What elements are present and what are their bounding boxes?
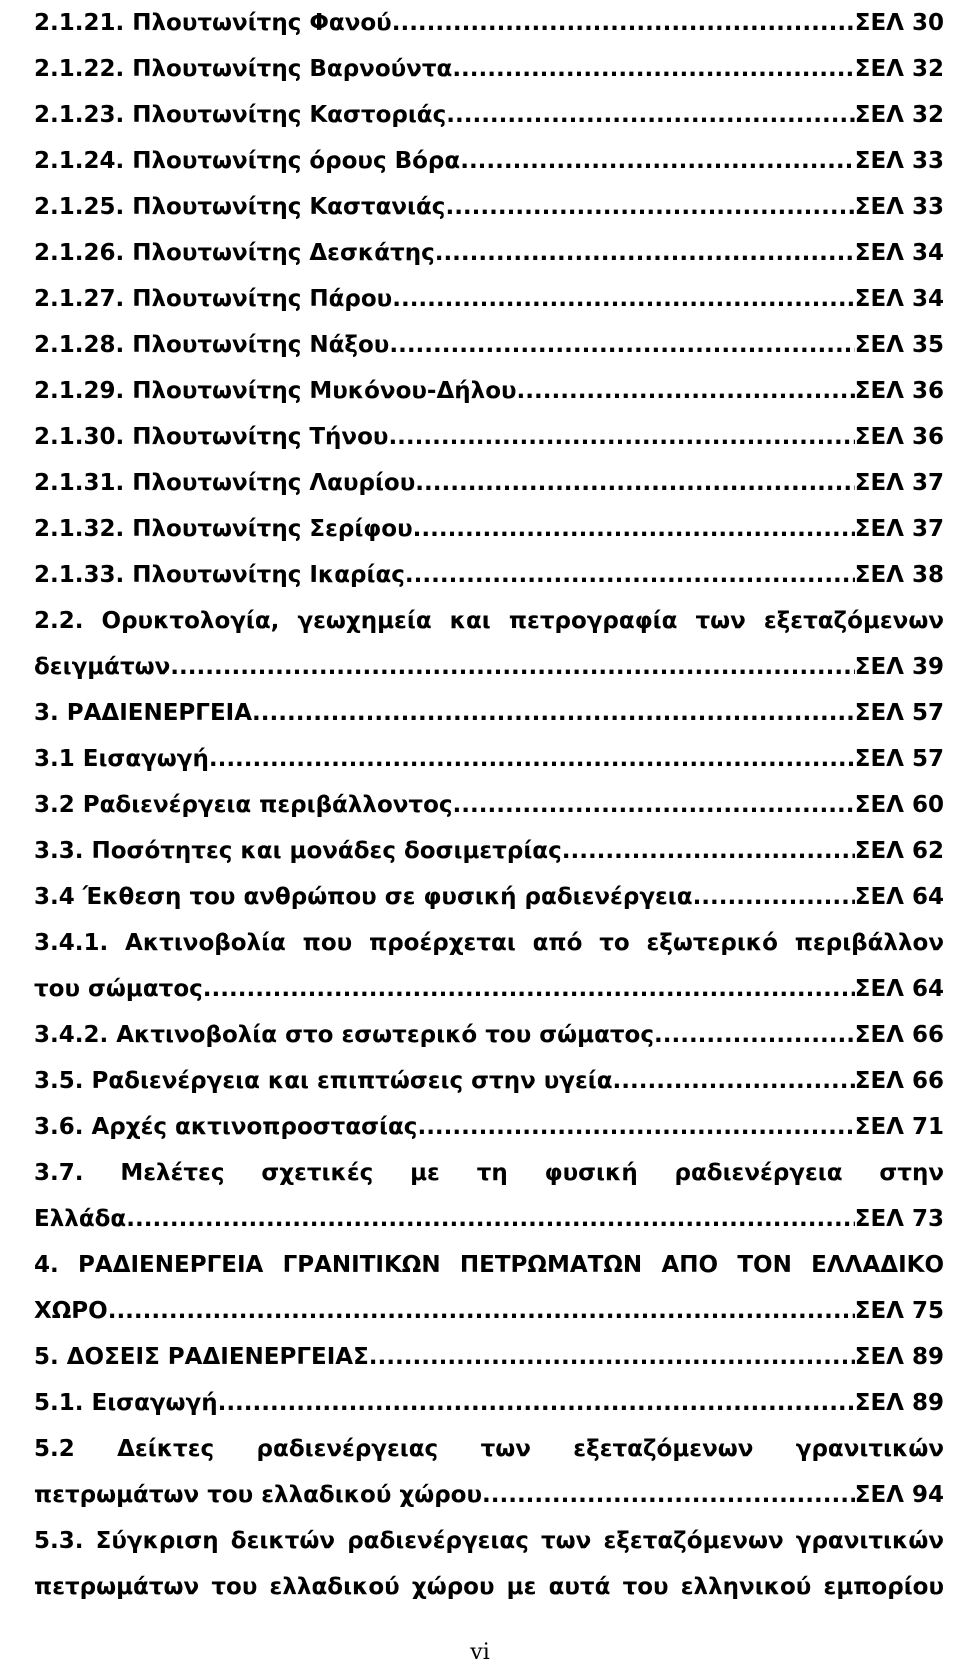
toc-entry-line (34, 0, 944, 46)
dot-leader (613, 1058, 855, 1104)
toc-entry-page: ΣΕΛ 60 (854, 792, 944, 818)
toc-entry-page: ΣΕΛ 89 (854, 1344, 944, 1370)
toc-entry-line (34, 1380, 944, 1426)
toc-entry-page: ΣΕΛ 36 (854, 424, 944, 450)
toc-entry-page: ΣΕΛ 94 (854, 1482, 944, 1508)
dot-leader (562, 828, 855, 874)
dot-leader (170, 644, 854, 690)
toc-entry-text: 2.2. Ορυκτολογία, γεωχημεία και πετρογραφία των εξεταζόμενων (34, 608, 944, 634)
toc-entry-page: ΣΕΛ 57 (854, 700, 944, 726)
toc-entry-line (34, 782, 944, 828)
toc-entry-page: ΣΕΛ 71 (854, 1114, 944, 1140)
toc-entry (34, 414, 944, 460)
toc-entry-line (34, 552, 944, 598)
dot-leader (389, 322, 854, 368)
dot-leader (218, 1380, 855, 1426)
dot-leader (482, 1472, 855, 1518)
toc-entry-page: ΣΕΛ 33 (854, 194, 944, 220)
toc-entry-line (34, 828, 944, 874)
toc-entry-line (34, 368, 944, 414)
toc-entry-line (34, 92, 944, 138)
toc-entry-page: ΣΕΛ 34 (854, 286, 944, 312)
toc-entry (34, 920, 944, 1012)
toc-entry-page: ΣΕΛ 64 (854, 884, 944, 910)
toc-entry-label: 3.6. Αρχές ακτινοπροστασίας (34, 1114, 418, 1140)
toc-entry (34, 1104, 944, 1150)
toc-entry (34, 1242, 944, 1334)
toc-entry-line (34, 184, 944, 230)
toc-entry-text: 5.2 Δείκτες ραδιενέργειας των εξεταζόμενων γρανιτικών (34, 1436, 944, 1462)
toc-entry (34, 736, 944, 782)
toc-entry-line (34, 276, 944, 322)
toc-entry-label: 2.1.31. Πλουτωνίτης Λαυρίου (34, 470, 416, 496)
toc-entry-line (34, 1472, 944, 1518)
toc-entry (34, 874, 944, 920)
toc-entry-label: του σώματος (34, 976, 203, 1002)
toc-entry (34, 828, 944, 874)
toc-entry (34, 184, 944, 230)
toc-entry-line (34, 1334, 944, 1380)
toc-entry-label: 2.1.27. Πλουτωνίτης Πάρου (34, 286, 393, 312)
toc-entry-label: 3.4 Έκθεση του ανθρώπου σε φυσική ραδιενέργεια (34, 884, 693, 910)
dot-leader (693, 874, 855, 920)
toc-entry (34, 46, 944, 92)
toc-entry (34, 1380, 944, 1426)
toc-entry-line (34, 46, 944, 92)
toc-entry-label: 3.4.2. Ακτινοβολία στο εσωτερικό του σώματος (34, 1022, 654, 1048)
toc-entry-page: ΣΕΛ 39 (854, 654, 944, 680)
dot-leader (392, 276, 855, 322)
dot-leader (392, 0, 855, 46)
toc-entry-line (34, 1288, 944, 1334)
toc-entry-label: 5.1. Εισαγωγή (34, 1390, 218, 1416)
toc-entry-page: ΣΕΛ 66 (854, 1022, 944, 1048)
toc-entry-label: 2.1.23. Πλουτωνίτης Καστοριάς (34, 102, 447, 128)
toc-entry-label: 2.1.25. Πλουτωνίτης Καστανιάς (34, 194, 446, 220)
toc-entry-line (34, 1196, 944, 1242)
dot-leader (654, 1012, 855, 1058)
dot-leader (446, 92, 855, 138)
toc-entry-page: ΣΕΛ 32 (854, 102, 944, 128)
toc-entry-label: 2.1.30. Πλουτωνίτης Τήνου (34, 424, 389, 450)
toc-entry (34, 506, 944, 552)
toc-entry (34, 1426, 944, 1518)
toc-entry-page: ΣΕΛ 30 (854, 10, 944, 36)
toc-entry-label: 3.5. Ραδιενέργεια και επιπτώσεις στην υγεία (34, 1068, 613, 1094)
toc-entry (34, 1012, 944, 1058)
toc-entry-label: 2.1.26. Πλουτωνίτης Δεσκάτης (34, 240, 435, 266)
table-of-contents (34, 0, 944, 1610)
toc-entry-label: 3.1 Εισαγωγή (34, 746, 209, 772)
toc-entry-line (34, 1104, 944, 1150)
toc-entry-page: ΣΕΛ 89 (854, 1390, 944, 1416)
toc-entry-page: ΣΕΛ 57 (854, 746, 944, 772)
toc-entry-page: ΣΕΛ 34 (854, 240, 944, 266)
toc-entry-page: ΣΕΛ 33 (854, 148, 944, 174)
toc-entry-page: ΣΕΛ 66 (854, 1068, 944, 1094)
toc-entry-page: ΣΕΛ 73 (854, 1206, 944, 1232)
toc-entry-label: 3.2 Ραδιενέργεια περιβάλλοντος (34, 792, 453, 818)
toc-entry-label: 2.1.32. Πλουτωνίτης Σερίφου (34, 516, 413, 542)
toc-entry (34, 460, 944, 506)
dot-leader (517, 368, 855, 414)
toc-entry (34, 1058, 944, 1104)
toc-entry-label: 2.1.28. Πλουτωνίτης Νάξου (34, 332, 390, 358)
toc-entry-page: ΣΕΛ 62 (854, 838, 944, 864)
toc-entry-line (34, 322, 944, 368)
toc-entry (34, 1150, 944, 1242)
toc-entry (34, 0, 944, 46)
dot-leader (369, 1334, 855, 1380)
toc-entry-text: 3.7. Μελέτες σχετικές με τη φυσική ραδιενέργεια στην (34, 1160, 944, 1186)
toc-entry-line (34, 138, 944, 184)
toc-entry-page: ΣΕΛ 38 (854, 562, 944, 588)
toc-entry-line (34, 644, 944, 690)
toc-entry-text: 3.4.1. Ακτινοβολία που προέρχεται από το εξωτερικό περιβάλλον (34, 930, 944, 956)
toc-entry-line (34, 736, 944, 782)
dot-leader (388, 414, 854, 460)
toc-entry-label: ΧΩΡΟ (34, 1298, 108, 1324)
toc-entry-line (34, 506, 944, 552)
toc-entry-label: 3.3. Ποσότητες και μονάδες δοσιμετρίας (34, 838, 562, 864)
dot-leader (460, 138, 855, 184)
toc-entry-page: ΣΕΛ 32 (854, 56, 944, 82)
toc-entry (34, 782, 944, 828)
dot-leader (126, 1196, 855, 1242)
toc-entry-label: 2.1.22. Πλουτωνίτης Βαρνούντα (34, 56, 453, 82)
toc-entry-line (34, 874, 944, 920)
toc-entry-line (34, 1012, 944, 1058)
toc-entry-line (34, 414, 944, 460)
dot-leader (415, 460, 854, 506)
dot-leader (108, 1288, 855, 1334)
toc-entry (34, 690, 944, 736)
toc-entry-label: 2.1.24. Πλουτωνίτης όρους Βόρα (34, 148, 461, 174)
toc-entry-line (34, 690, 944, 736)
toc-entry (34, 92, 944, 138)
dot-leader (453, 782, 855, 828)
toc-entry-label: 2.1.33. Πλουτωνίτης Ικαρίας (34, 562, 405, 588)
dot-leader (209, 736, 855, 782)
toc-entry (34, 368, 944, 414)
toc-entry (34, 322, 944, 368)
toc-entry (34, 1334, 944, 1380)
toc-entry-line (34, 230, 944, 276)
toc-entry-page: ΣΕΛ 37 (854, 470, 944, 496)
toc-entry-label: δειγμάτων (34, 654, 171, 680)
toc-entry-label: 3. ΡΑΔΙΕΝΕΡΓΕΙΑ (34, 700, 253, 726)
toc-entry-page: ΣΕΛ 37 (854, 516, 944, 542)
dot-leader (417, 1104, 854, 1150)
dot-leader (203, 966, 855, 1012)
toc-entry (34, 230, 944, 276)
dot-leader (435, 230, 855, 276)
toc-entry-page: ΣΕΛ 35 (854, 332, 944, 358)
dot-leader (445, 184, 854, 230)
toc-entry-line (34, 966, 944, 1012)
page-number: vi (470, 1640, 490, 1665)
toc-entry (34, 138, 944, 184)
toc-entry-page: ΣΕΛ 36 (854, 378, 944, 404)
dot-leader (405, 552, 855, 598)
toc-entry-page: ΣΕΛ 64 (854, 976, 944, 1002)
toc-entry-page: ΣΕΛ 75 (854, 1298, 944, 1324)
toc-entry-label: 2.1.29. Πλουτωνίτης Μυκόνου-Δήλου (34, 378, 517, 404)
toc-entry (34, 276, 944, 322)
dot-leader (413, 506, 855, 552)
toc-entry (34, 552, 944, 598)
toc-entry-text: 5.3. Σύγκριση δεικτών ραδιενέργειας των εξεταζόμενων γρανιτικών (34, 1528, 944, 1554)
toc-entry-line (34, 460, 944, 506)
toc-entry-label: πετρωμάτων του ελλαδικού χώρου (34, 1482, 482, 1508)
dot-leader (252, 690, 855, 736)
dot-leader (452, 46, 854, 92)
toc-entry-text: πετρωμάτων του ελλαδικού χώρου με αυτά του ελληνικού εμπορίου (34, 1574, 944, 1600)
toc-entry-label: Ελλάδα (34, 1206, 127, 1232)
toc-entry-label: 5. ΔΟΣΕΙΣ ΡΑΔΙΕΝΕΡΓΕΙΑΣ (34, 1344, 369, 1370)
toc-entry-line (34, 1058, 944, 1104)
toc-entry-text: 4. ΡΑΔΙΕΝΕΡΓΕΙΑ ΓΡΑΝΙΤΙΚΩΝ ΠΕΤΡΩΜΑΤΩΝ ΑΠΟ ΤΟΝ ΕΛΛΑΔΙΚΟ (34, 1252, 944, 1278)
toc-entry-label: 2.1.21. Πλουτωνίτης Φανού (34, 10, 392, 36)
toc-entry (34, 1518, 944, 1610)
toc-entry (34, 598, 944, 690)
